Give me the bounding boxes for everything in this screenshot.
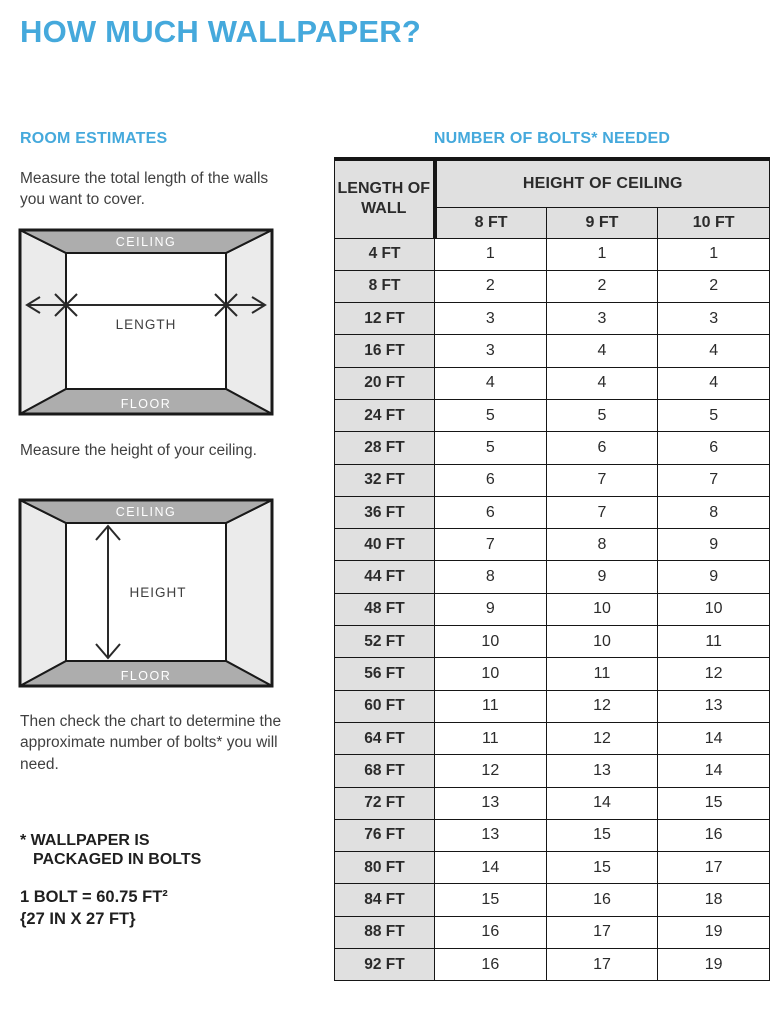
bolt-count-cell: 17 [546,949,658,981]
bolt-count-cell: 1 [435,238,547,270]
right-wall-shape [226,500,272,686]
bolt-count-cell: 13 [546,755,658,787]
left-wall-shape [20,500,66,686]
table-row [335,852,770,884]
bolt-count-cell: 14 [658,722,770,754]
bolt-count-cell: 12 [435,755,547,787]
table-row [335,884,770,916]
bolt-count-cell: 13 [435,819,547,851]
wall-length-cell: 60 FT [335,690,435,722]
bolt-count-cell: 10 [435,658,547,690]
table-row [335,238,770,270]
bolt-count-cell: 8 [435,561,547,593]
bolt-count-cell: 6 [435,464,547,496]
table-row [335,722,770,754]
bolt-count-cell: 5 [435,432,547,464]
ceiling-height-diagram [18,498,274,688]
bolt-count-cell: 9 [435,593,547,625]
bolt-count-cell: 5 [435,399,547,431]
table-row [335,399,770,431]
bolt-count-cell: 5 [658,399,770,431]
bolt-count-cell: 19 [658,949,770,981]
bolts-table-body [335,238,770,981]
bolt-count-cell: 7 [435,529,547,561]
table-row [335,755,770,787]
bolt-count-cell: 10 [435,626,547,658]
wall-length-cell: 84 FT [335,884,435,916]
bolt-count-cell: 18 [658,884,770,916]
bolt-count-cell: 1 [546,238,658,270]
wall-length-cell: 28 FT [335,432,435,464]
bolt-count-cell: 3 [658,303,770,335]
bolt-count-cell: 11 [658,626,770,658]
ceiling-label: CEILING [115,505,177,519]
bolt-count-cell: 17 [546,916,658,948]
wallpaper-bolts-footnote [20,831,201,869]
wall-length-cell: 20 FT [335,367,435,399]
bolt-size-info [20,886,168,931]
bolt-count-cell: 6 [546,432,658,464]
bolt-dimensions: {27 IN X 27 FT} [20,910,136,929]
room-estimates-heading: ROOM ESTIMATES [20,130,168,147]
bolt-count-cell: 16 [546,884,658,916]
wall-length-cell: 80 FT [335,852,435,884]
height-dimension-label: HEIGHT [129,585,187,600]
bolt-count-cell: 14 [658,755,770,787]
bolt-count-cell: 4 [546,335,658,367]
bolt-count-cell: 4 [546,367,658,399]
length-dimension-label: LENGTH [115,317,177,332]
bolt-count-cell: 3 [435,303,547,335]
footnote-line-2: PACKAGED IN BOLTS [33,851,202,869]
bolt-count-cell: 16 [435,916,547,948]
wall-length-cell: 16 FT [335,335,435,367]
table-row [335,626,770,658]
bolt-count-cell: 13 [435,787,547,819]
bolt-count-cell: 14 [546,787,658,819]
wall-length-cell: 68 FT [335,755,435,787]
table-row [335,367,770,399]
instruction-measure-length: Measure the total length of the walls you want to cover. [20,170,269,209]
table-row [335,819,770,851]
bolt-count-cell: 5 [546,399,658,431]
bolt-count-cell: 1 [658,238,770,270]
bolt-count-cell: 4 [658,367,770,399]
wall-length-cell: 48 FT [335,593,435,625]
wall-length-cell: 8 FT [335,270,435,302]
bolt-count-cell: 3 [435,335,547,367]
wall-length-cell: 32 FT [335,464,435,496]
floor-label: FLOOR [120,669,172,683]
bolts-needed-heading: NUMBER OF BOLTS* NEEDED [433,130,671,147]
bolt-count-cell: 10 [546,593,658,625]
bolt-count-cell: 12 [546,722,658,754]
ceiling-8ft-header: 8 FT [435,207,547,238]
bolt-count-cell: 15 [435,884,547,916]
bolt-count-cell: 3 [546,303,658,335]
table-row [335,335,770,367]
room-length-diagram [18,228,274,416]
bolt-count-cell: 12 [546,690,658,722]
bolt-count-cell: 8 [546,529,658,561]
bolt-count-cell: 11 [435,690,547,722]
table-row [335,561,770,593]
bolt-count-cell: 13 [658,690,770,722]
wall-length-cell: 92 FT [335,949,435,981]
ceiling-9ft-header: 9 FT [546,207,658,238]
bolt-count-cell: 9 [658,529,770,561]
instruction-check-chart: Then check the chart to determine the approximate number of bolts* you will need. [20,713,282,773]
bolt-count-cell: 16 [435,949,547,981]
wall-length-cell: 24 FT [335,399,435,431]
bolt-count-cell: 10 [658,593,770,625]
table-row [335,496,770,528]
right-wall-shape [226,230,272,414]
ceiling-10ft-header: 10 FT [658,207,770,238]
table-row [335,529,770,561]
bolt-count-cell: 9 [658,561,770,593]
bolt-count-cell: 14 [435,852,547,884]
wall-length-cell: 56 FT [335,658,435,690]
wall-length-cell: 44 FT [335,561,435,593]
wall-length-cell: 88 FT [335,916,435,948]
bolt-count-cell: 9 [546,561,658,593]
bolt-count-cell: 11 [435,722,547,754]
wall-length-cell: 76 FT [335,819,435,851]
bolts-table [334,157,770,981]
bolt-count-cell: 17 [658,852,770,884]
bolt-count-cell: 16 [658,819,770,851]
footnote-line-1: * WALLPAPER IS [20,832,150,849]
bolt-count-cell: 2 [435,270,547,302]
table-row [335,464,770,496]
table-row [335,270,770,302]
wall-length-cell: 72 FT [335,787,435,819]
wall-length-cell: 40 FT [335,529,435,561]
bolts-table-header [335,159,770,238]
wall-length-cell: 52 FT [335,626,435,658]
wall-length-cell: 12 FT [335,303,435,335]
bolt-count-cell: 6 [658,432,770,464]
table-row [335,593,770,625]
table-row [335,303,770,335]
page-title: HOW MUCH WALLPAPER? [20,14,422,49]
instruction-measure-height: Measure the height of your ceiling. [20,442,257,459]
bolt-count-cell: 19 [658,916,770,948]
left-wall-shape [20,230,66,414]
bolt-count-cell: 10 [546,626,658,658]
height-of-ceiling-header: HEIGHT OF CEILING [435,159,770,207]
bolt-count-cell: 8 [658,496,770,528]
bolt-count-cell: 7 [546,464,658,496]
bolt-count-cell: 7 [658,464,770,496]
bolt-count-cell: 2 [546,270,658,302]
table-row [335,916,770,948]
wall-length-cell: 64 FT [335,722,435,754]
bolt-count-cell: 15 [546,819,658,851]
table-row [335,658,770,690]
bolt-count-cell: 4 [435,367,547,399]
wall-length-cell: 36 FT [335,496,435,528]
bolt-count-cell: 15 [546,852,658,884]
bolt-count-cell: 15 [658,787,770,819]
bolt-count-cell: 6 [435,496,547,528]
ceiling-label: CEILING [115,235,177,249]
table-row [335,787,770,819]
length-of-wall-header: LENGTH OF WALL [335,159,435,238]
bolt-equation: 1 BOLT = 60.75 FT² [20,888,168,906]
floor-label: FLOOR [120,397,172,411]
bolt-count-cell: 7 [546,496,658,528]
bolt-count-cell: 2 [658,270,770,302]
bolt-count-cell: 12 [658,658,770,690]
table-row [335,949,770,981]
bolt-count-cell: 4 [658,335,770,367]
table-row [335,432,770,464]
wall-length-cell: 4 FT [335,238,435,270]
table-row [335,690,770,722]
bolt-count-cell: 11 [546,658,658,690]
